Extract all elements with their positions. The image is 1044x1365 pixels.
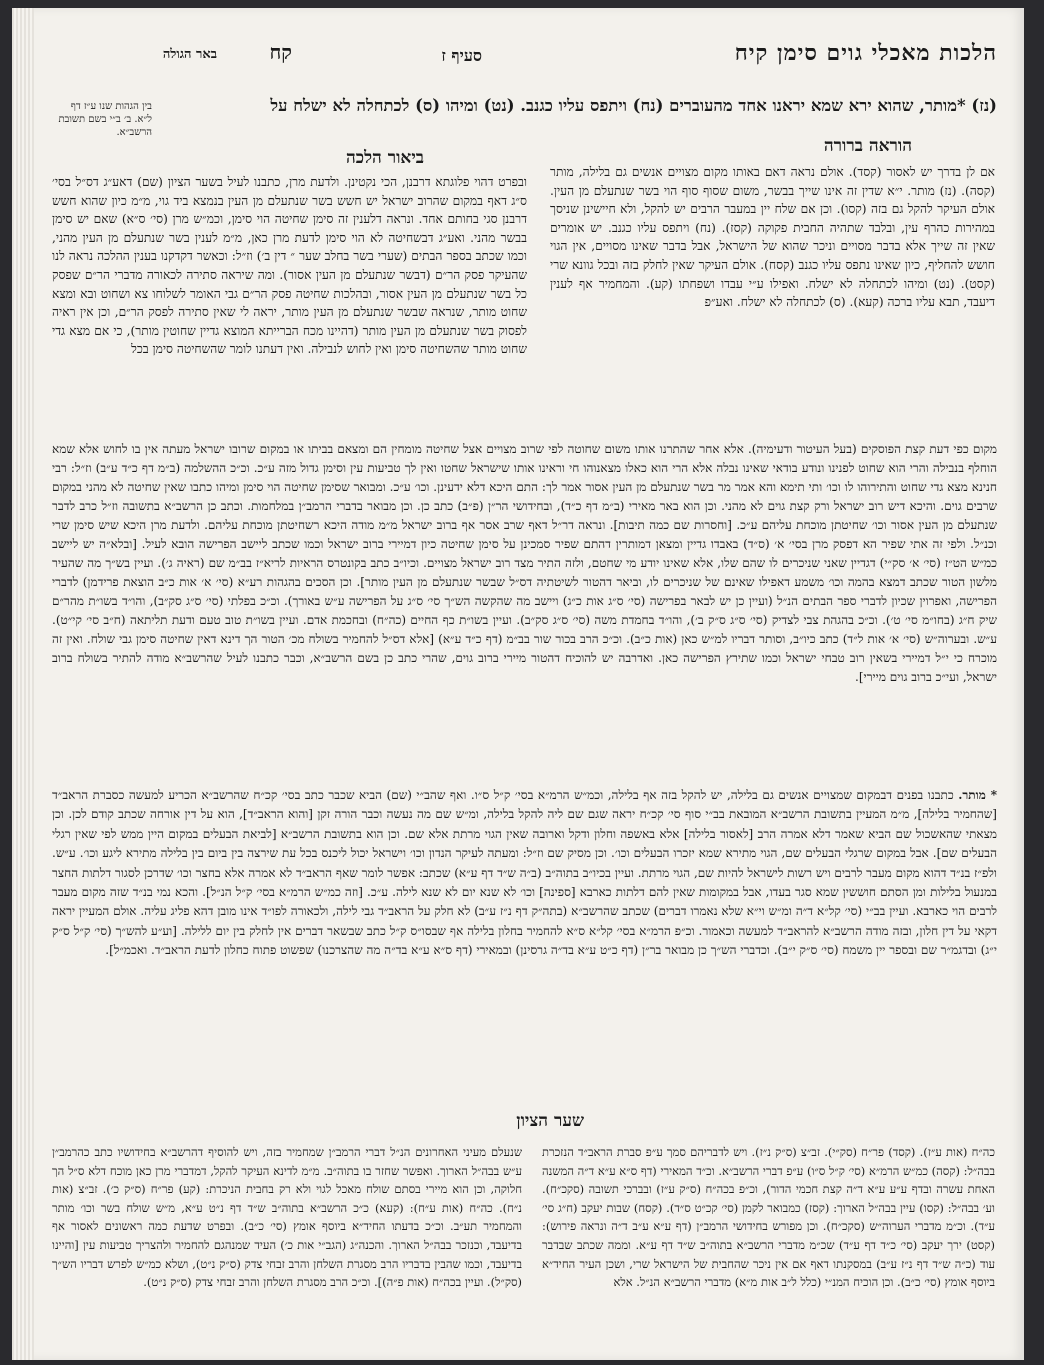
biur-halacha-continued: מקום כפי דעת קצת הפוסקים (בעל העיטור ודעימיה). אלא אחר שהתרנו אותו משום שחוטה לפי שרוב מצויים אצל שחיטה מומחין הם ומצאם בביתו או במקום שרובו ישראל מעתה אין בו לחוש אלא שמא הוחלף בנבילה והרי הוא שחוט לפנינו ונודע בודאי שאינו נבלה אלא הרי הוא כאלו מצאנוהו חי וראינו אותו שישראל שחטו ואין לך טביעות עין וסימן גדול מזה ע״כ. וכ״כ ההשלמה (ב״מ דף כ״ד ע״ב) וז״ל: רבי חנינא מצא גדי שחוט והתירוהו לו וכו׳ ותי תימא והא אמר מר בשר שנתעלם מן העין אסור אמר לך: התם היכא דלא ידעינן. וכו׳ ע״כ. ומבואר שסימן שחיטה הוי סימן ומיהו כתבו שאין שחיטה לא מהני במקום שרבים גוים. והיכא דיש רוב ישראל ורק קצת גוים לא מהני. וכן הוא באר מאירי (ב״מ דף כ״ד), ובחידושי הר״ן (פ״ב) כתב כן. וכן מבואר בדברי הרמב״ן במלחמות. וכתב כן הרשב״א בתשובה וז״ל כרב לדבר שנתעלם מן העין אסור וכו׳ שחיטתן מוכחת עליהם ע״כ. [וחסרות שם כמה תיבות]. ונראה דר״ל דאף שרב אסר אף ברוב ישראל מ״מ מודה היכא רשחיטתן מוכחת עליהם. ולדעת מרן היכא שיש סימן שרי וכנ״ל. ולפי זה אתי שפיר הא דפסק מרן בסי׳ א׳ (ס״ד) באבדו גדיין ומצאן דמותרין דהתם שפיר סמכינן על סימן שחיטה כיון דמיירי ברוב ישראל וכמו שכתב ליישב הפרישה הובא לעיל. [ובלא״ה יש ליישב כמ״ש הט״ז (סי׳ א׳ סק״י) דגדיין שאני שניכרים לו שהם שלו, אלא שאינו יודע מי שחטם, ולזה התיר מצד רוב ישראל מצויים. וכיו״ב כתב בקונטרס הראיות לריא״ז בב״מ שם (ראיה ג׳). ועיין בש״ך מה שהעיר מלשון הטור שכתב דמצא בהמה וכו׳ משמע דאפילו שאינם של שניכרים לו, וביאר דהטור לשיטתיה דס״ל שבשר שנתעלם מן העין מותר]. וכן הסכים בהגהות רע״א (סי׳ א׳ אות כ״ב הוצאת פרידמן) לדברי הפרישה, ואפרוין שכיון לדברי ספר הבתים הנ״ל (ועיין כן יש לבאר בפרישה (סי׳ ס״ג אות כ״ג) ויישב מה שהקשה הש״ך סי׳ ס״ג על הפרישה ע״ש באורך). וכ״כ בפלתי (סי׳ ס״ג סק״ב), והו״ד בשו״ת מהר״ם שיק ח״ג (בחו״מ סי׳ ט׳). וכ״כ בהגהת צבי לצדיק (סי׳ ס״ג ס״ק ב׳), והו״ד בחמדת משה (סי׳ ס״ג סק״ב). ועיין בשו״ת כף החיים (כה״ח) ובחכמת אדם. ועיין בשו״ת טוב טעם ודעת תליתאה (ח״ב סי׳ קי״ט). ע״ש. ובערוה״ש (סי׳ א׳ אות ל״ד) כתב כיו״ב, וסותר דבריו למ״ש כאן (אות כ״ב). וכ״כ הרב בכור שור בב״מ (דף כ״ד ע״א) [אלא דס״ל להחמיר בשולח מכ׳ הטור הך דינא דאין שחיטה סימן גבי שולח. ואין זה מוכרח כי י״ל דמיירי בשאין רוב טבחי ישראל וכמו שתירץ הפרישה כאן. ואדרבה יש להוכיח דהטור מיירי ברוב גוים, שהרי כתב כן בשם הרשב״א, וכבר כתבנו לעיל שהרשב״א מודה להתיר בשולח ברוב ישראל, ועי״כ ברוב גוים מיירי]. (52, 442, 997, 684)
biur-halacha-heading: ביאור הלכה (345, 148, 424, 168)
seif-label: סעיף ז (441, 46, 482, 65)
star-note-body: כתבנו בפנים דבמקום שמצויים אנשים גם בלילה, יש להקל בזה אף בלילה, וכמ״ש הרמ״א בסי׳ ק״ל ס״ו. ואף שהב״י (שם) הביא שכבר כתב בסי׳ קכ״ח שהרשב״א הכריע למעשה כסברת הראב״ד [שהחמיר בלילה], מ״מ המעיין בתשובת הרשב״א המובאת בב״י סוף סי׳ קכ״ח יראה שגם שם ליה להקל בלילה, ומ״ש שם מה נעשה וכבר הורה זקן [והוא הראב״ד], הוא על דין אורחה שכתב קודם לכן. וכן מצאתי שהאשכול שם הביא שאמר דלא אמרה הרב [לאסור בלילה] אלא באשפה וחלון ודקל וארובה שאין הגוי מרתת אלא שם. וכן הוא בתשובת הרשב״א [לביאת הבעלים במקום היין ממש לפי שאין רגלי הבעלים שם]. אבל במקום שרגלי הבעלים שם, הגוי מתירא שמא יזכרו הבעלים וכו׳. וכן מסיק שם וז״ל: ומעתה לעיקר הנדון וכו׳ וישראל יכול ליכנס בכל עת שירצה בין ביום בין בלילה מתירא ליגע וכו׳. ע״ש. ולפ״ז בנ״ד דהוא מקום מעבר לרבים ויש רשות לישראל להיות שם, הגוי מרתת. ועיין בכיו״ב בתוה״ב (ב״ה ש״ד דף ע״א) שכתב: אפשר לומר שאף הראב״ד לא אמרה אלא בחצר וכו׳ שדרכן לסגור דלתות החצר במנעול בלילות ומן הסתם חוששין שמא סגר בעדו, אבל במקומות שאין להם דלתות כארבא [ספינה] וכו׳ לא שנא יום לא שנא לילה. ע״כ. [וזה כמ״ש הרמ״א בסי׳ ק״ל הנ״ל]. והכא נמי בנ״ד שזה מקום מעבר לרבים הוי כארבא. ועיין בב״י (סי׳ קל״א ד״ה ומ״ש וי״א שלא נאמרו דברים) שכתב שהרשב״א (בתה״ק דף נ״ז ע״ב) לא חלק על הראב״ד גבי לילה, ולכאורה לפו״ד אינו מובן דהא פליג עליה. אולם המעיין יראה דקאי על דין חלון, ובזה מודה הרשב״א להראב״ד למעשה וכאמור. וכ״פ הרמ״א בסי׳ קל״א ס״א להחמיר בחלון בלילה אף שבסו״ס ק״ל כתב שבשאר דברים אין לחלק בין יום ללילה. [וע״ע להש״ך (סי׳ ק״ל ס״ק י״ג) ובדגמ״ר שם ובספר יין משמח (סי׳ ס״ק י״ב). וכדברי הש״ך כן מבואר בר״ן (דף כ״ט ע״א בד״ה גרסינן) ובמאירי (דף ס״א ע״א בד״ה מה שהצרכנו) שפשוט פתוח כחלון לדעת הראב״ד. ואכמ״ל]. (52, 788, 997, 958)
shulchan-aruch-text: (נז) *מותר, שהוא ירא שמא יראנו אחד מהעוברים (נח) ויתפס עליו כגנב. (נט) ומיהו (ס) לכתחלה לא ישלח על (270, 96, 997, 115)
star-note (52, 786, 997, 1106)
biur-halacha-text: ובפרט דהוי פלוגתא דרבנן, הכי נקטינן. ולדעת מרן, כתבנו לעיל בשער הציון (שם) דאע״ג דס״ל בסי׳ ס״ג דאף במקום שהרוב ישראל יש חשש בשר שנתעלם מן העין בנמצא ביד גוי, מ״מ כיון שהוא חשש דרבנן סגי בחותם אחד. ונראה דלענין זה סימן שחיטה הוי סימן, וכמ״ש מרן (סי׳ ס״א) שאם יש סימן בבשר מהני. ואע״ג דבשחיטה לא הוי סימן לדעת מרן כאן, מ״מ לענין בשר שנתעלם מן העין מהני, וכמו שכתב בספר הבתים (שערי בשר בחלב שער ״ דין ב׳) וז״ל: וכאשר דקדקנו בענין ההלכה נראה לנו שהעיקר פסק הר״ם (דבשר שנתעלם מן העין אסור). ומה שיראה סתירה לכאורה מדברי הר״ם שפסק כל בשר שנתעלם מן העין אסור, ובהלכות שחיטה פסק הר״ם גבי האומר לשלוחו צא ושחוט ובא ומצא שחוט מותר, שנראה שבשר שנתעלם מן העין מותר, יראה לי שאין סתירה לפסק הר״ם, וכן אין ראיה לפסוק בשר שנתעלם מן העין מותר (דהיינו מכח הברייתא המוצא גדיין שחוטין מותר), כי אם מצא גדי שחוט מותר שהשחיטה סימן ואין לחוש לנבילה. ואין דעתנו לומר שהשחיטה סימן בכל (52, 175, 527, 357)
mishna-berura-text: אם לן בדרך יש לאסור (קסד). אולם נראה דאם באותו מקום מצויים אנשים גם בלילה, מותר (קסה). (נז) מותר. י״א שדין זה אינו שייך בבשר, משום שסוף סוף הוי בשר שנתעלם מן העין. אולם העיקר להקל גם בזה (קסו). וכן אם שלח יין במעבר הרבים יש להקל, ולא חיישינן שניסך במהירות כהרף עין, ובלבד שתהיה החבית פקוקה (קסז). (נח) ויתפס עליו כגנב. יש אומרים שאין זה שייך אלא בדבר מסויים וניכר שהוא של הישראל, אבל בדבר שאינו מסויים, אין הגוי חושש להחליף, כיון שאינו נתפס עליו כגנב (קסח). אולם העיקר שאין לחלק בזה ובכל גוונא שרי (קסט). (נט) ומיהו לכתחלה לא ישלח. ואפילו ע״י עבדו ושפחתו (קע). והמחמיר אף לענין דיעבד, תבא עליו ברכה (קעא). (ס) לכתחלה לא ישלח. ואע״פ (550, 165, 995, 310)
page-header (122, 38, 997, 74)
book-page (12, 8, 1024, 1360)
beer-hagola-label: באר הגולה (162, 47, 217, 62)
chapter-title: הלכות מאכלי גוים סימן קיח (734, 40, 997, 66)
star-note-label: * מותר. (958, 788, 997, 802)
shaar-hatziyun-left: שנעלם מעיני האחרונים הנ״ל דברי הרמב״ן שמחמיר בזה, ויש להוסיף דהרשב״א בחידושיו כתב כהרמב״ן ע״ש בבה״ל הארוך. ואפשר שחזר בו בתוה״ב. מ״מ לדינא העיקר להקל, דמדברי מרן כאן מוכח דלא ס״ל הך חלוקה, וכן הוא מיירי בסתם שולח מאכל לגוי ולא רק בחבית הניכרת: (קע) פר״ח (ס״ק כ׳). זב״צ (אות נ״ח). כה״ח (אות ע״ח): (קעא) כ״כ הרשב״א בתוה״ב ש״ד דף נ״ט ע״א, מ״ש שולח בשר וכו׳ מותר והמחמיר תע״ב. וכ״כ בדעתו החיד״א ביוסף אומץ (סי׳ כ״ב). ובפרט שדעת כמה ראשונים לאסור אף בדיעבד, וכנזכר בבה״ל הארוך. והכנה״ג (הגב״י אות כ׳) העיד שמנהגם להחמיר ולהצריך טביעות עין [והיינו בדיעבד, וכמו שהבין בדבריו הרב מסגרת השלחן והרב זבחי צדק (ס״ק נ״ט), ושלא כמ״ש לפרש דבריו הש״ך (סק״ל). ועיין בכה״ח (אות פ״ה)]. וכ״כ הרב מסגרת השלחן והרב זבחי צדק (ס״ק נ״ט). (52, 1145, 522, 1290)
beer-hagola-note: בין הגהות שנו ע״ז דף ל״א. ב׳ ב״י בשם תשובת הרשב״א. (58, 101, 152, 138)
page-number: קח (269, 40, 292, 64)
shaar-hatziyun-heading: שער הציון (516, 1111, 584, 1131)
shaar-hatziyun-right: כה״ח (אות ע״ז). (קסד) פר״ח (סק״י). זב״צ (ס״ק נ״ז). ויש לדבריהם סמך ע״פ סברת הראב״ד הנזכרת בבה״ל: (קסה) כמ״ש הרמ״א (סי׳ ק״ל ס״ו) ע״פ דברי הרשב״א. וכ״ד המאירי (דף ס״א ע״א ד״ה המשנה האחת עשרה ובדף ע״ע ע״א ד״ה קצת חכמי הדור), וכ״פ בכה״ח (ס״ק ע״ז) ובברכי תשובה (סקכ״ח). וע׳ בבה״ל: (קסו) עיין בבה״ל הארוך: (קסז) כמבואר לקמן (סי׳ קכ״ט ס״ד). (קסח) שבות יעקב (ח״ג סי׳ ע״ד). וכ״מ מדברי הערוה״ש (סקכ״ח). וכן מפורש בחידושי הרמב״ן (דף ע״א ע״ב ד״ה ונראה פירוש): (קסט) ירך יעקב (סי׳ כ״ד דף ע״ד) שכ״מ מדברי הרשב״א בתוה״ב ש״ד דף ע״א. וממה שכתב שבדבר עוד (כ״ה ש״ד דף נ״ז ע״ב) במסקנתו דאף אם אין ניכר שהחבית של הישראל שרי, ושכן העיר החיד״א ביוסף אומץ (סי׳ כ״ב). וכן הוכיח המנ״י (כלל ל״ב אות מ״א) מדברי הרשב״א הנ״ל. אלא (542, 1145, 995, 1290)
mishna-berura-heading: הוראה ברורה (823, 136, 912, 156)
page-edge (12, 8, 34, 1360)
